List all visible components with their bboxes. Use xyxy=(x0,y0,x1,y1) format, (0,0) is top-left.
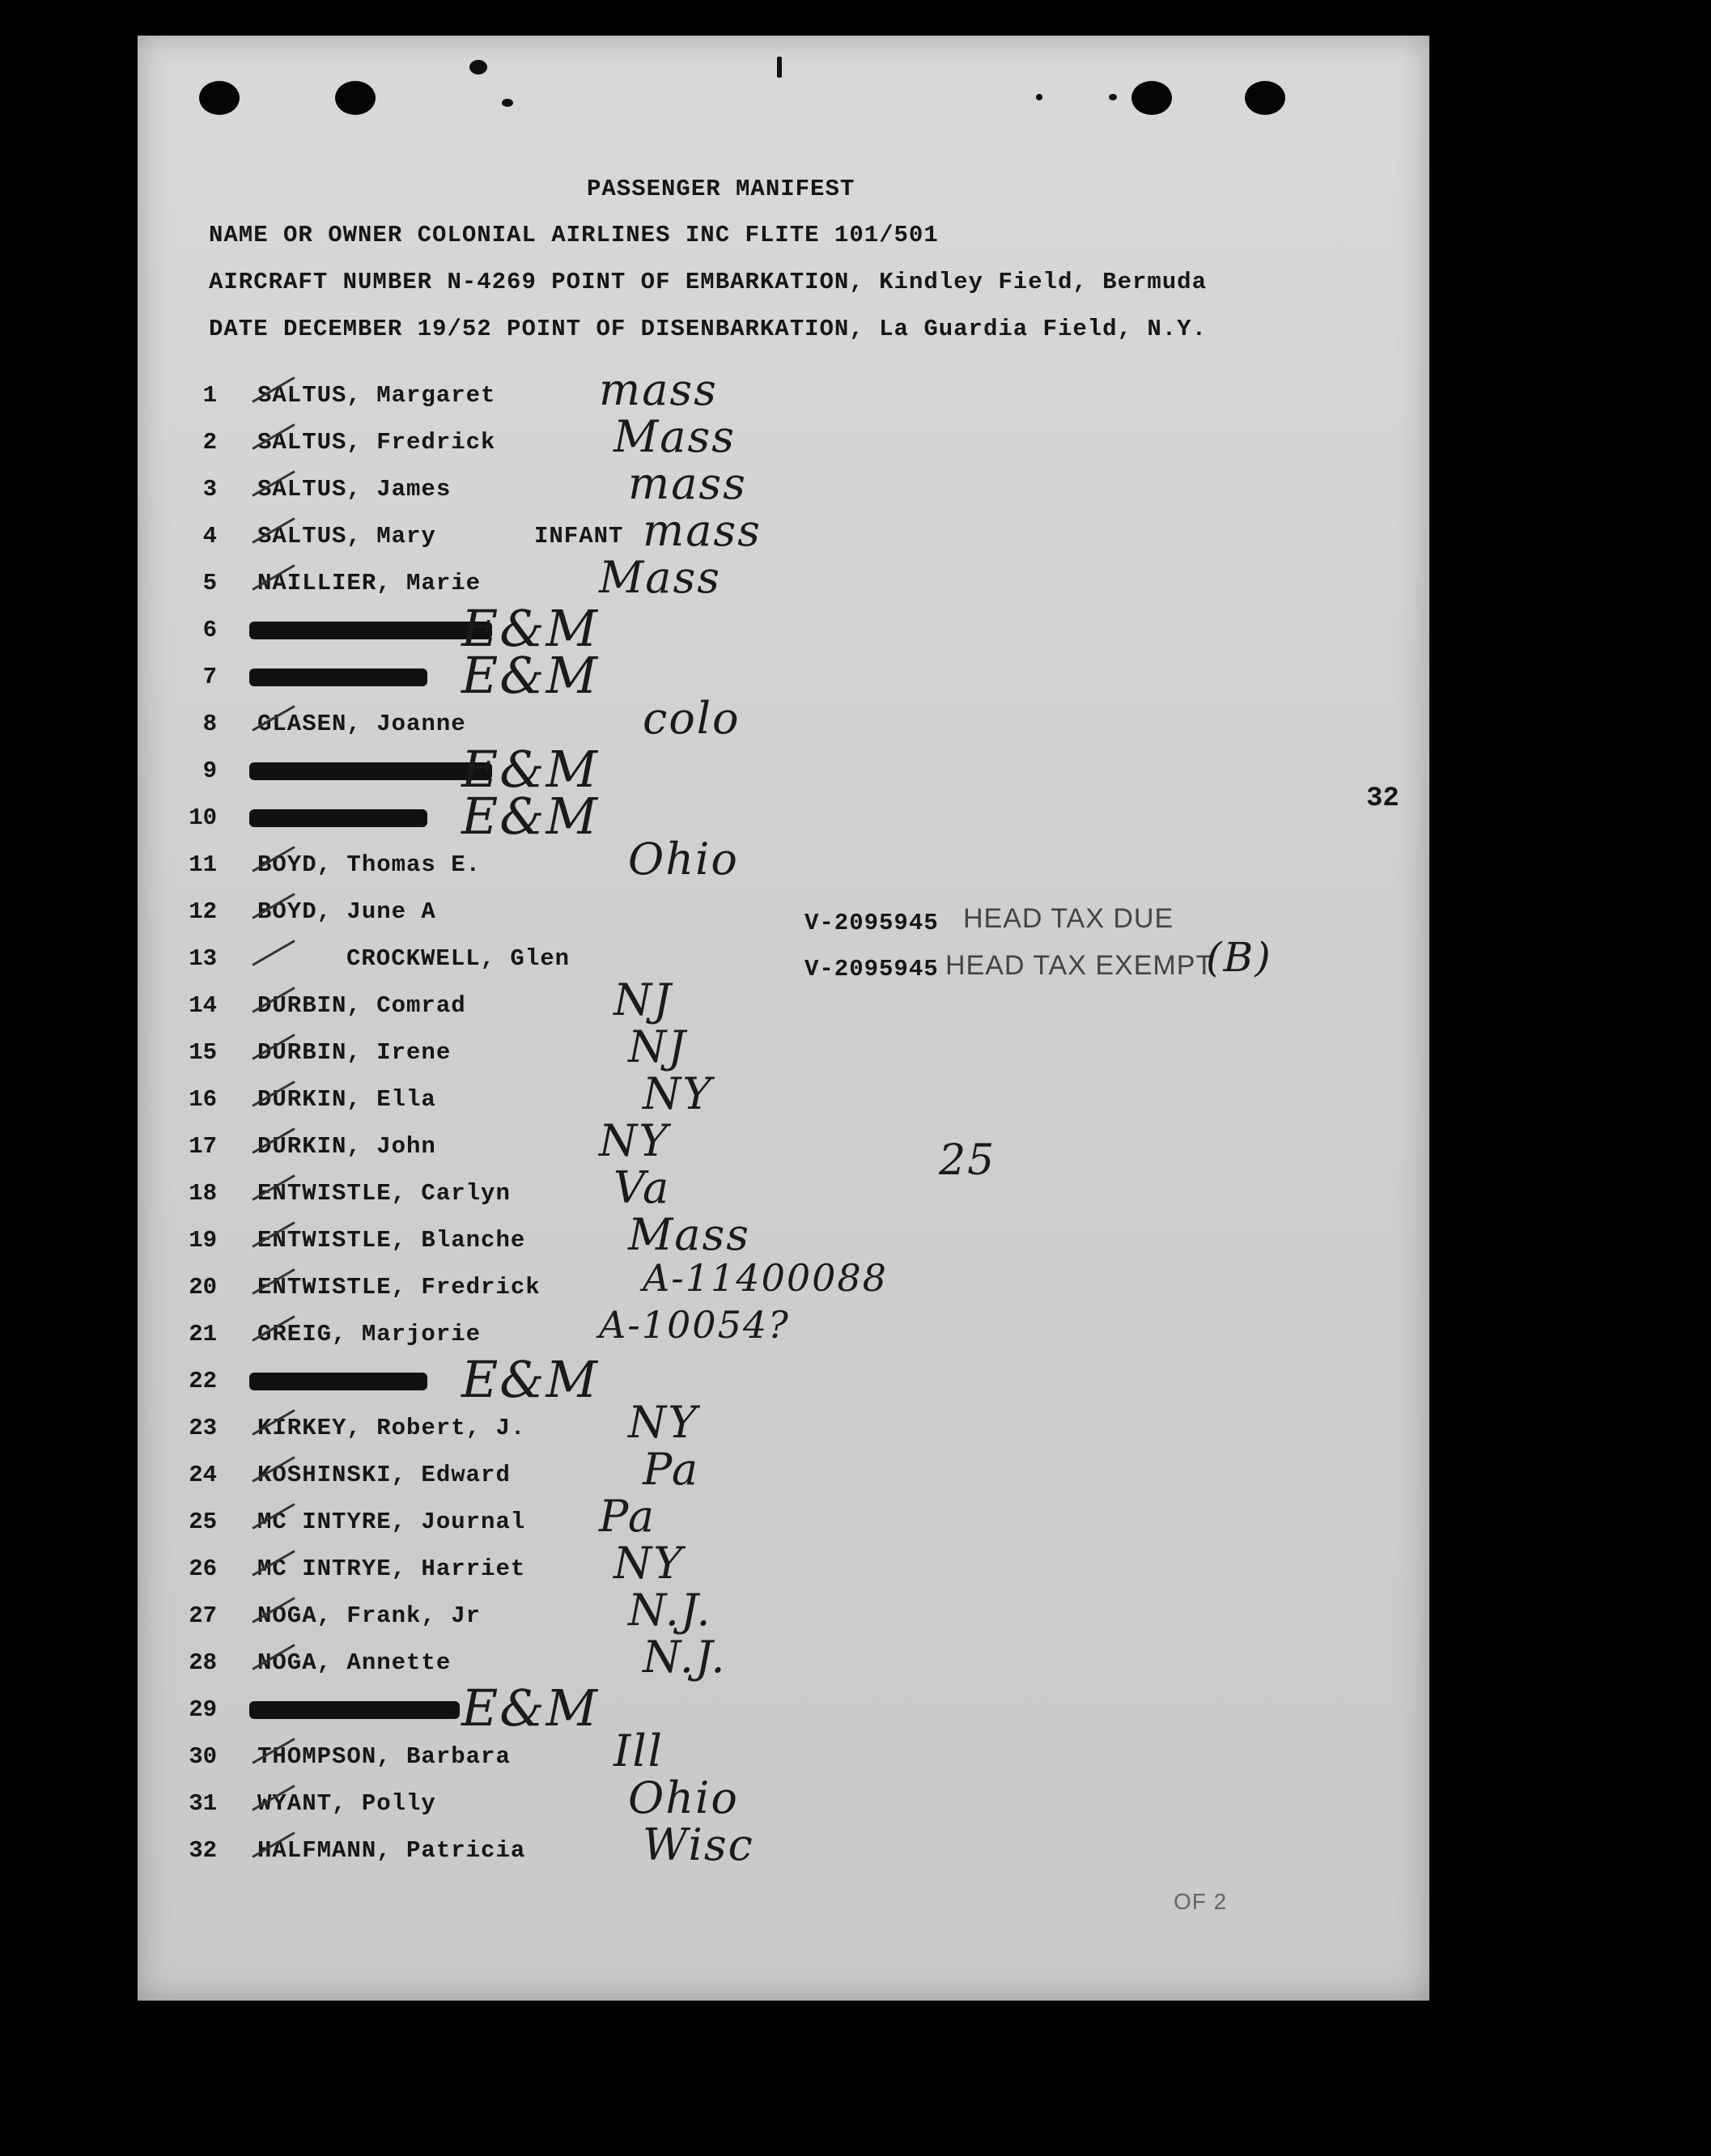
redaction-bar xyxy=(249,1373,427,1390)
date-line: DATE DECEMBER 19/52 POINT OF DISENBARKATION, La Guardia Field, N.Y. xyxy=(209,316,1207,342)
handwritten-note: Pa xyxy=(599,1491,656,1542)
passenger-name: KIRKEY, Robert, J. xyxy=(257,1415,526,1441)
handwritten-note: Ohio xyxy=(628,834,739,885)
punch-hole-1 xyxy=(199,81,240,115)
row-number: 4 xyxy=(202,523,217,550)
row-number: 12 xyxy=(189,898,217,925)
ink-speck xyxy=(469,60,487,74)
handwritten-note: Mass xyxy=(628,1209,750,1260)
row-number: 19 xyxy=(189,1227,217,1254)
handwritten-note: N.J. xyxy=(643,1632,727,1683)
passenger-name: GREIG, Marjorie xyxy=(257,1321,482,1348)
row-number: 2 xyxy=(202,429,217,456)
row-number: 17 xyxy=(189,1133,217,1160)
passenger-name: ENTWISTLE, Blanche xyxy=(257,1227,526,1254)
handwritten-25: 25 xyxy=(939,1136,996,1185)
row-number: 29 xyxy=(189,1696,217,1723)
manifest-page xyxy=(138,36,1429,2001)
handwritten-note: Ohio xyxy=(628,1772,739,1823)
row-number: 10 xyxy=(189,804,217,831)
visa-number-row12: V-2095945 xyxy=(805,910,939,936)
ink-speck xyxy=(1109,94,1117,100)
visa-number-row13: V-2095945 xyxy=(805,956,939,983)
handwritten-note: NJ xyxy=(628,1021,687,1072)
passenger-name: BOYD, June A xyxy=(257,898,436,925)
row-number: 32 xyxy=(189,1837,217,1864)
ink-speck xyxy=(502,99,513,107)
handwritten-note: E&M xyxy=(461,740,599,799)
footer-partial-text: OF 2 xyxy=(1174,1889,1228,1914)
row-number: 24 xyxy=(189,1462,217,1488)
row-number: 30 xyxy=(189,1743,217,1770)
row-number: 21 xyxy=(189,1321,217,1348)
passenger-name: NOGA, Annette xyxy=(257,1649,452,1676)
redaction-bar xyxy=(249,622,492,639)
passenger-name: NAILLIER, Marie xyxy=(257,570,482,596)
handwritten-note: NY xyxy=(628,1397,698,1448)
row-number: 11 xyxy=(189,851,217,878)
row-number: 3 xyxy=(202,476,217,503)
passenger-name: DURKIN, Ella xyxy=(257,1086,436,1113)
passenger-extra: INFANT xyxy=(534,523,624,550)
handwritten-note: NY xyxy=(643,1068,713,1119)
handwritten-note: mass xyxy=(643,505,762,556)
handwritten-note: E&M xyxy=(461,599,599,658)
passenger-name: ENTWISTLE, Fredrick xyxy=(257,1274,541,1301)
handwritten-note: Ill xyxy=(613,1725,664,1776)
manifest-title: PASSENGER MANIFEST xyxy=(587,176,856,202)
row-number: 13 xyxy=(189,945,217,972)
handwritten-note: Mass xyxy=(613,411,736,462)
row-number: 27 xyxy=(189,1602,217,1629)
redaction-bar xyxy=(249,668,427,686)
row-number: 9 xyxy=(202,758,217,784)
handwritten-note: E&M xyxy=(461,1679,599,1738)
aircraft-line: AIRCRAFT NUMBER N-4269 POINT OF EMBARKATION, Kindley Field, Bermuda xyxy=(209,269,1207,295)
owner-line: NAME OR OWNER COLONIAL AIRLINES INC FLITE 101/501 xyxy=(209,222,939,248)
passenger-name: MC INTYRE, Journal xyxy=(257,1509,526,1535)
passenger-name: CROCKWELL, Glen xyxy=(346,945,571,972)
passenger-name: BOYD, Thomas E. xyxy=(257,851,482,878)
ink-speck xyxy=(1036,94,1042,100)
handwritten-note: E&M xyxy=(461,787,599,846)
row-number: 7 xyxy=(202,664,217,690)
handwritten-note: mass xyxy=(599,364,718,415)
check-mark xyxy=(252,940,295,966)
row-number: 5 xyxy=(202,570,217,596)
handwritten-note: A-11400088 xyxy=(643,1256,888,1300)
head-tax-due-stamp: HEAD TAX DUE xyxy=(963,903,1174,934)
handwritten-note: E&M xyxy=(461,1350,599,1409)
passenger-name: GLASEN, Joanne xyxy=(257,711,466,737)
punch-hole-4 xyxy=(1245,81,1285,115)
handwritten-note: colo xyxy=(643,693,741,744)
handwritten-note: Mass xyxy=(599,552,721,603)
punch-hole-3 xyxy=(1131,81,1172,115)
row-number: 23 xyxy=(189,1415,217,1441)
passenger-name: SALTUS, Fredrick xyxy=(257,429,496,456)
handwritten-note: E&M xyxy=(461,646,599,705)
row-number: 8 xyxy=(202,711,217,737)
handwritten-note: A-10054? xyxy=(599,1303,790,1347)
passenger-name: DURKIN, John xyxy=(257,1133,436,1160)
passenger-name: ENTWISTLE, Carlyn xyxy=(257,1180,511,1207)
handwritten-note: NY xyxy=(599,1115,669,1166)
row-number: 31 xyxy=(189,1790,217,1817)
handwritten-note: Wisc xyxy=(643,1819,754,1870)
row-number: 16 xyxy=(189,1086,217,1113)
passenger-name: SALTUS, James xyxy=(257,476,452,503)
passenger-name: MC INTRYE, Harriet xyxy=(257,1555,526,1582)
passenger-name: KOSHINSKI, Edward xyxy=(257,1462,511,1488)
handwritten-note: Pa xyxy=(643,1444,700,1495)
passenger-name: THOMPSON, Barbara xyxy=(257,1743,511,1770)
handwritten-note: N.J. xyxy=(628,1585,712,1636)
redaction-bar xyxy=(249,1701,460,1719)
passenger-name: SALTUS, Margaret xyxy=(257,382,496,409)
passenger-name: SALTUS, Mary xyxy=(257,523,436,550)
row-number: 18 xyxy=(189,1180,217,1207)
row-number: 15 xyxy=(189,1039,217,1066)
redaction-bar xyxy=(249,809,427,827)
row-number: 6 xyxy=(202,617,217,643)
handwritten-note: NJ xyxy=(613,974,673,1025)
passenger-name: DURBIN, Irene xyxy=(257,1039,452,1066)
passenger-name: HALFMANN, Patricia xyxy=(257,1837,526,1864)
redaction-bar xyxy=(249,762,492,780)
row-number: 22 xyxy=(189,1368,217,1394)
row-number: 28 xyxy=(189,1649,217,1676)
passenger-name: NOGA, Frank, Jr xyxy=(257,1602,482,1629)
row-number: 25 xyxy=(189,1509,217,1535)
exempt-mark: (B) xyxy=(1206,934,1272,981)
handwritten-note: NY xyxy=(613,1538,684,1589)
ink-speck xyxy=(777,57,782,78)
page-number: 32 xyxy=(1366,783,1399,814)
passenger-name: DURBIN, Comrad xyxy=(257,992,466,1019)
row-number: 26 xyxy=(189,1555,217,1582)
handwritten-note: mass xyxy=(628,458,747,509)
row-number: 1 xyxy=(202,382,217,409)
head-tax-exempt-stamp: HEAD TAX EXEMPT xyxy=(945,950,1214,981)
row-number: 20 xyxy=(189,1274,217,1301)
row-number: 14 xyxy=(189,992,217,1019)
punch-hole-2 xyxy=(335,81,376,115)
handwritten-note: Va xyxy=(613,1162,671,1213)
passenger-name: WYANT, Polly xyxy=(257,1790,436,1817)
